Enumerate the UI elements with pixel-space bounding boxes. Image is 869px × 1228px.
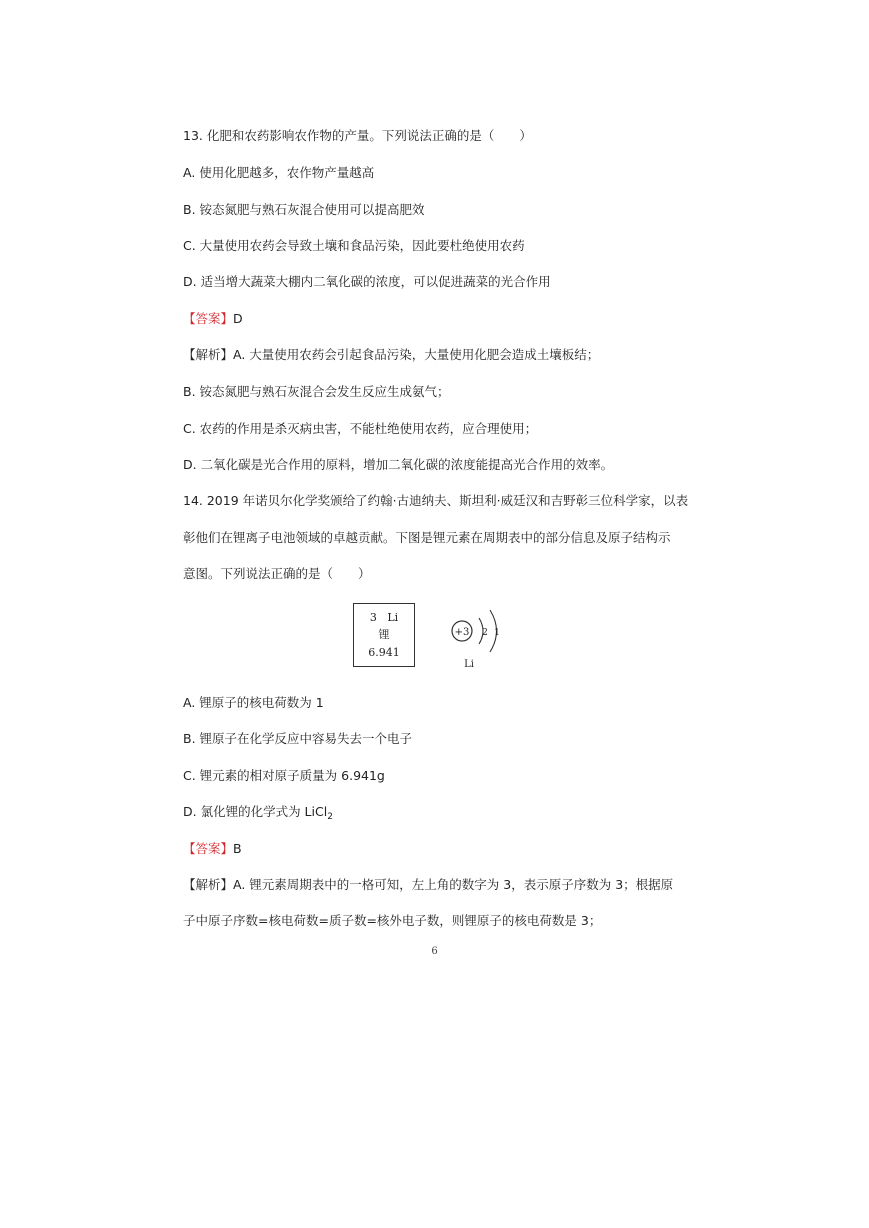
q14-analysis-tag: 【解析】 bbox=[183, 877, 234, 892]
q13-answer bbox=[183, 311, 243, 327]
q13-stem: 13. 化肥和农药影响农作物的产量。下列说法正确的是（ ） bbox=[183, 128, 532, 143]
q14-answer-value: B bbox=[233, 841, 242, 856]
q14-option-d-subscript: 2 bbox=[327, 812, 333, 822]
q13-option-c: C. 大量使用农药会导致土壤和食品污染，因此要杜绝使用农药 bbox=[183, 238, 525, 253]
q13-analysis-line-1 bbox=[183, 347, 599, 363]
q14-option-c: C. 锂元素的相对原子质量为 6.941g bbox=[183, 768, 385, 783]
q13-answer-tag: 【答案】 bbox=[183, 311, 234, 326]
q13-analysis-line-4: D. 二氧化碳是光合作用的原料，增加二氧化碳的浓度能提高光合作用的效率。 bbox=[183, 457, 614, 472]
q14-answer bbox=[183, 841, 242, 857]
atom-label: Li bbox=[464, 659, 474, 670]
q14-analysis-text: A. 锂元素周期表中的一格可知，左上角的数字为 3，表示原子序数为 3；根据原 bbox=[233, 877, 674, 892]
nucleus-charge: +3 bbox=[454, 627, 470, 638]
q13-option-b: B. 铵态氮肥与熟石灰混合使用可以提高肥效 bbox=[183, 202, 425, 217]
lithium-element-cell bbox=[353, 603, 415, 667]
shell-1-electrons: 2 bbox=[482, 628, 488, 638]
q14-stem-line-3: 意图。下列说法正确的是（ ） bbox=[183, 566, 371, 581]
element-atomic-number: 3 bbox=[369, 611, 377, 624]
q14-option-d-text: D. 氯化锂的化学式为 LiCl bbox=[183, 804, 328, 819]
q14-analysis-line-2: 子中原子序数=核电荷数=质子数=核外电子数，则锂原子的核电荷数是 3； bbox=[183, 913, 602, 928]
q13-option-d: D. 适当增大蔬菜大棚内二氧化碳的浓度，可以促进蔬菜的光合作用 bbox=[183, 274, 551, 289]
q14-stem-line-1: 14. 2019 年诺贝尔化学奖颁给了约翰·古迪纳夫、斯坦利·威廷汉和吉野彰三位科学家，以表 bbox=[183, 493, 689, 508]
element-mass: 6.941 bbox=[368, 646, 400, 659]
q14-option-d bbox=[183, 804, 333, 825]
page-number: 6 bbox=[431, 946, 438, 957]
lithium-atom-structure-diagram bbox=[445, 605, 515, 671]
q14-answer-tag: 【答案】 bbox=[183, 841, 234, 856]
q14-stem-line-2: 彰他们在锂离子电池领域的卓越贡献。下图是锂元素在周期表中的部分信息及原子结构示 bbox=[183, 530, 671, 545]
q13-analysis-line-3: C. 农药的作用是杀灭病虫害，不能杜绝使用农药，应合理使用； bbox=[183, 421, 538, 436]
element-symbol: Li bbox=[387, 611, 399, 624]
q14-option-b: B. 锂原子在化学反应中容易失去一个电子 bbox=[183, 731, 413, 746]
q13-analysis-line-2: B. 铵态氮肥与熟石灰混合会发生反应生成氨气； bbox=[183, 384, 450, 399]
shell-2-electrons: 1 bbox=[494, 628, 500, 638]
q13-option-a: A. 使用化肥越多，农作物产量越高 bbox=[183, 165, 375, 180]
q13-answer-value: D bbox=[233, 311, 243, 326]
element-number-symbol bbox=[354, 611, 414, 625]
q14-option-a: A. 锂原子的核电荷数为 1 bbox=[183, 695, 324, 710]
q14-analysis-line-1 bbox=[183, 877, 673, 893]
element-name: 锂 bbox=[378, 628, 390, 641]
q13-analysis-text: A. 大量使用农药会引起食品污染，大量使用化肥会造成土壤板结； bbox=[233, 347, 600, 362]
q13-analysis-tag: 【解析】 bbox=[183, 347, 234, 362]
